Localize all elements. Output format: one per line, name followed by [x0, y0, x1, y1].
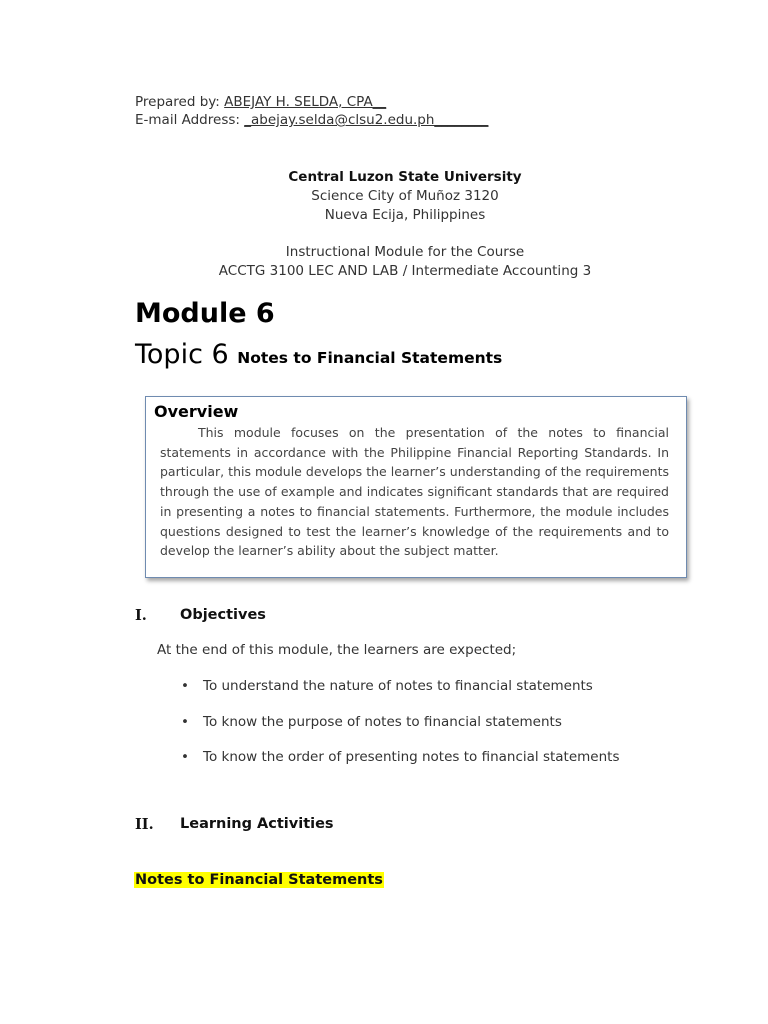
topic-heading — [135, 339, 502, 370]
overview-title: Overview — [154, 402, 239, 421]
activities-number: II. — [135, 816, 154, 833]
bullet-icon: • — [181, 749, 189, 765]
email-label: E-mail Address: — [135, 112, 245, 128]
objective-text: To know the order of presenting notes to financial statements — [203, 749, 620, 765]
overview-text-block — [160, 423, 669, 561]
objectives-title: Objectives — [180, 607, 266, 623]
topic-label: Topic 6 — [135, 339, 229, 370]
bullet-icon: • — [181, 714, 189, 730]
university-city: Science City of Muñoz 3120 — [311, 188, 499, 204]
module-title: Module 6 — [135, 298, 275, 329]
objectives-intro: At the end of this module, the learners are expected; — [157, 642, 517, 658]
prepared-by-label: Prepared by: — [135, 94, 225, 110]
university-name: Central Luzon State University — [288, 169, 522, 185]
university-province: Nueva Ecija, Philippines — [324, 207, 486, 223]
topic-title: Notes to Financial Statements — [237, 349, 503, 367]
objective-text: To understand the nature of notes to financial statements — [203, 678, 593, 694]
prepared-by-block — [135, 93, 488, 129]
email-line — [135, 111, 488, 129]
instructional-module-label: Instructional Module for the Course — [285, 244, 525, 260]
preparer-name: ABEJAY H. SELDA, CPA__ — [224, 94, 387, 110]
highlighted-subheading: Notes to Financial Statements — [135, 872, 383, 888]
prepared-by-line — [135, 93, 488, 111]
bullet-icon: • — [181, 678, 189, 694]
objectives-number: I. — [135, 607, 147, 624]
course-name: ACCTG 3100 LEC AND LAB / Intermediate Accounting 3 — [218, 263, 592, 279]
email-address: _abejay.selda@clsu2.edu.ph________ — [244, 112, 489, 128]
overview-text: This module focuses on the presentation of the notes to financial statements in accordance with the Philippine Financial Reporting Standards. In particular, this module develops the learner’s understanding of the requirements through the use of example and indicates significant standards that are required in presenting a notes to financial statements. Furthermore, the module includes questions designed to test the learner’s knowledge of the requirements and to develop the learner’s ability about the subject matter. — [160, 425, 669, 559]
objective-text: To know the purpose of notes to financial statements — [203, 714, 562, 730]
activities-title: Learning Activities — [180, 816, 334, 832]
